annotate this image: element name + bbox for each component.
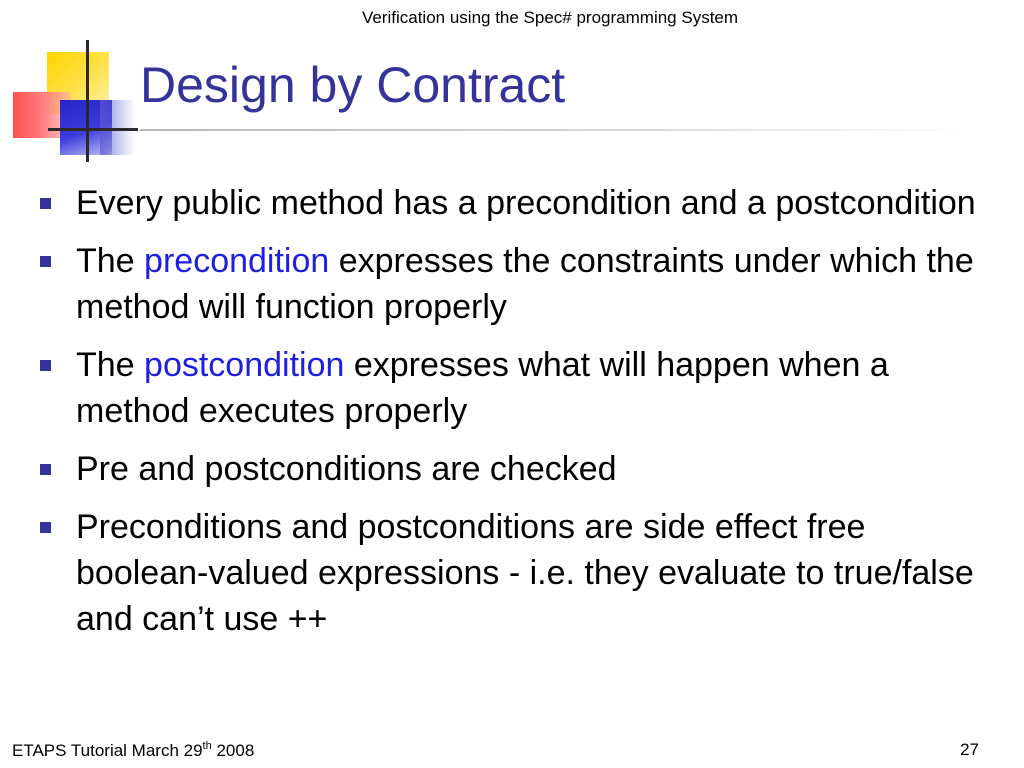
bullet-text: Preconditions and postconditions are side effect free boolean-valued expressions - i.e. they evaluate to true/false and can’t use ++ [76,508,974,638]
bullet-highlight-term: precondition [144,242,330,280]
bullet-item [40,446,980,492]
title-divider [140,129,970,131]
bullet-text: Pre and postconditions are checked [76,450,617,488]
footer-year: 2008 [211,741,255,760]
vertical-line-decoration [86,40,89,162]
slide-header: Verification using the Spec# programming System [361,8,739,27]
bullet-text-prefix: The [76,242,145,280]
footer-ordinal-suffix: th [202,740,212,752]
bullet-text-prefix: The [76,346,145,384]
bullet-item [40,342,980,434]
page-number: 27 [960,740,979,759]
bullet-square-icon [40,522,51,533]
bullet-square-icon [40,256,51,267]
bullet-item [40,180,980,226]
bullet-item [40,238,980,330]
horizontal-line-decoration [48,128,138,131]
bullet-square-icon [40,464,51,475]
bullet-text-suffix: expresses the constraints under which the method will function properly [76,242,974,326]
bullet-square-icon [40,198,51,209]
slide-title: Design by Contract [140,57,566,113]
bullet-highlight-term: postcondition [144,346,345,384]
bullet-item [40,504,980,642]
footer-event-date [12,740,254,761]
footer-event-text: ETAPS Tutorial March 29 [12,741,203,760]
bullet-square-icon [40,360,51,371]
bullet-text-suffix: expresses what will happen when a method executes properly [76,346,889,430]
bullet-list [40,180,980,654]
slide-logo-decoration [0,0,160,170]
bullet-text: Every public method has a precondition and a postcondition [76,184,976,222]
